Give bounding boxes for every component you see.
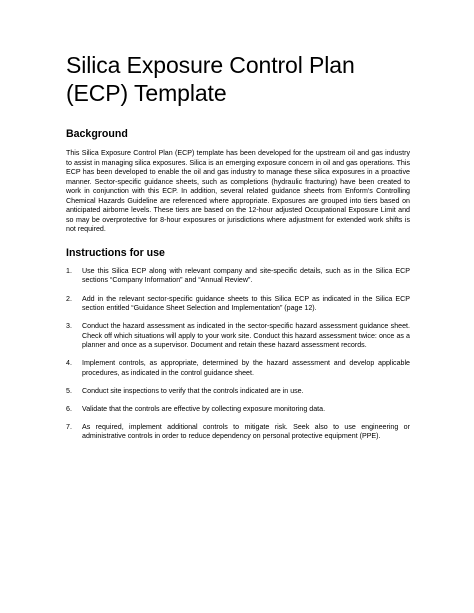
instruction-number: 3. bbox=[66, 322, 72, 331]
background-paragraph: This Silica Exposure Control Plan (ECP) template has been developed for the upstream oil and gas industry to assist in managing silica exposures. Silica is an emerging exposure concern in oil and gas operations. This ECP has been developed to enable the oil and gas industry to manage these silica exposures in a proactive manner. Sector-specific guidance sheets, such as completions (hydraulic fracturing) have been created to work in conjunction with this ECP. In addition, several related guidance sheets from Enform's Controlling Chemical Hazards Guideline are referenced where appropriate. Exposures are grouped into tiers based on anticipated airborne levels. These tiers are based on the 12-hour adjusted Occupational Exposure Limit and so may be overprotective for 8-hour exposures or jurisdictions where adjustment for extended work shifts is not required. bbox=[66, 149, 410, 234]
instruction-text: Implement controls, as appropriate, determined by the hazard assessment and develop applicable procedures, as indicated in the control guidance sheet. bbox=[82, 359, 410, 377]
instruction-text: Use this Silica ECP along with relevant company and site-specific details, such as in the Silica ECP sections “Company Information” and “Annual Review”. bbox=[82, 266, 410, 285]
instruction-number: 7. bbox=[66, 422, 72, 431]
instruction-text: Validate that the controls are effective by collecting exposure monitoring data. bbox=[82, 404, 326, 413]
instruction-item-4 bbox=[66, 359, 410, 378]
instruction-number: 5. bbox=[66, 386, 72, 395]
instruction-text: As required, implement additional controls to mitigate risk. Seek also to use engineering or administrative controls in order to reduce dependency on personal protective equipment (PPE). bbox=[82, 422, 410, 441]
instruction-number: 6. bbox=[66, 404, 72, 413]
instruction-text: Conduct site inspections to verify that the controls indicated are in use. bbox=[82, 386, 304, 395]
instruction-item-6 bbox=[66, 405, 410, 415]
instruction-item-5 bbox=[66, 387, 410, 397]
title-line-2: (ECP) Template bbox=[66, 80, 227, 106]
document-title bbox=[66, 51, 410, 107]
instruction-text: Conduct the hazard assessment as indicated in the sector-specific hazard assessment guidance sheet. Check off which situations will apply to your work site. Conduct this hazard assessment twice: once as a planner and once as a supervisor. Document and retain these hazard assessment records. bbox=[82, 322, 410, 350]
instruction-item-3 bbox=[66, 322, 410, 351]
instruction-item-1 bbox=[66, 267, 410, 286]
instructions-list bbox=[66, 267, 410, 442]
instruction-number: 2. bbox=[66, 294, 72, 303]
background-heading: Background bbox=[66, 128, 128, 140]
instruction-text: Add in the relevant sector-specific guidance sheets to this Silica ECP as indicated in the Silica ECP section entitled “Guidance Sheet Selection and Implementation” (page 12). bbox=[82, 294, 410, 313]
instruction-item-7 bbox=[66, 423, 410, 442]
instruction-number: 4. bbox=[66, 359, 72, 368]
instruction-item-2 bbox=[66, 295, 410, 314]
title-line-1: Silica Exposure Control Plan bbox=[66, 52, 355, 78]
instruction-number: 1. bbox=[66, 266, 72, 275]
instructions-heading: Instructions for use bbox=[66, 246, 165, 259]
